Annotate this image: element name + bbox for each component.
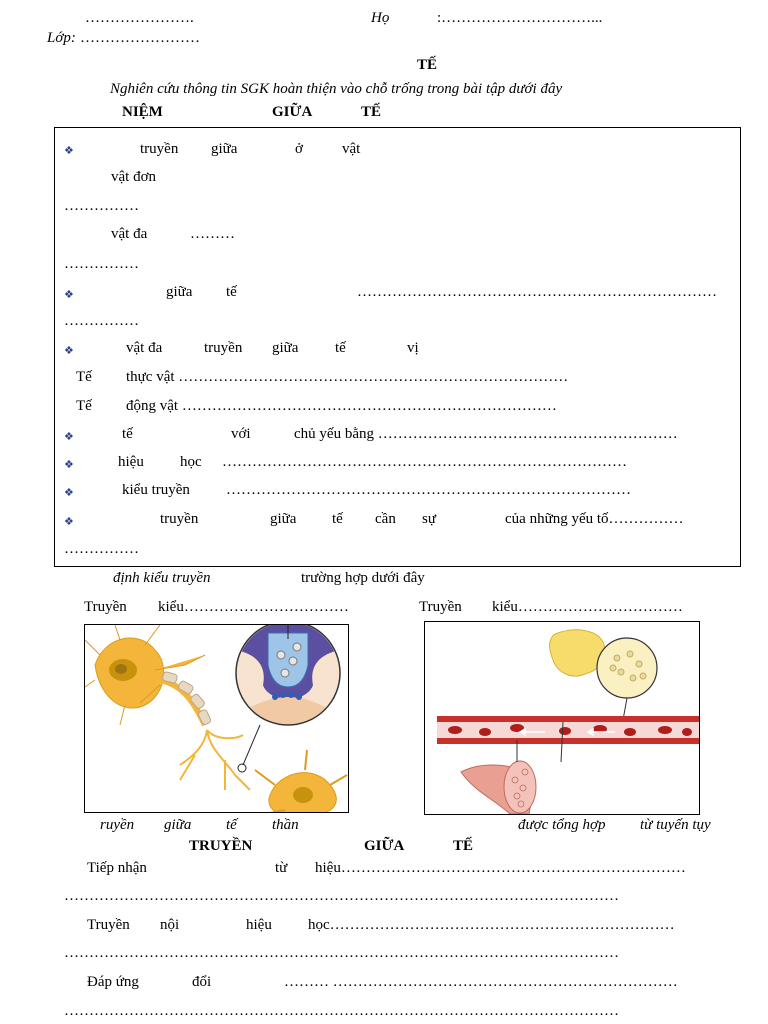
box-r8-a: vật đa [126, 340, 163, 356]
box-r14-b: giữa [270, 511, 297, 527]
section1-word3: TẾ [361, 104, 382, 120]
box-r8-c: giữa [272, 340, 299, 356]
bullet-icon: ❖ [64, 289, 74, 301]
step3-b: đổi [192, 974, 212, 990]
bullet-icon: ❖ [64, 516, 74, 528]
step1-line: ………………………………………………………………………………………………… [64, 888, 619, 904]
bullet-icon: ❖ [64, 345, 74, 357]
box-r6-b: tế [226, 284, 237, 300]
step1-c: hiệu…………………………………………………………… [315, 860, 686, 876]
lop-label: Lớp: [47, 30, 76, 46]
box-r11-a: tế [122, 426, 133, 442]
box-r11-c: chủ yếu bằng …………………………………………………… [294, 426, 678, 442]
section1-word2: GIỮA [272, 104, 313, 120]
box-r4-b: ……… [190, 226, 235, 242]
box-r4-a: vật đa [111, 226, 148, 242]
caption-left-b: giữa [164, 817, 192, 833]
transfer2-b: kiểu…………………………… [492, 599, 683, 615]
box-r1-a: truyền [140, 141, 179, 157]
step3-line: ………………………………………………………………………………………………… [64, 1003, 619, 1019]
caption-right-b: từ tuyến tụy [640, 817, 711, 833]
box-r12-dots: ……………………………………………………………………… [222, 454, 627, 470]
name-dots: …………………. [85, 10, 194, 26]
box-r6-dots: ……………………………………………………………… [357, 284, 717, 300]
ho-dots: :…………………………... [437, 10, 603, 26]
step3-a: Đáp ứng [87, 974, 139, 990]
box-r6-a: giữa [166, 284, 193, 300]
step2-a: Truyền [87, 917, 130, 933]
box-r14-e: sự [422, 511, 436, 527]
bullet-icon: ❖ [64, 459, 74, 471]
box-r3: …………… [64, 198, 139, 214]
task2-b: trường hợp dưới đây [301, 570, 425, 586]
ho-label: Họ [371, 10, 390, 26]
step1-a: Tiếp nhận [87, 860, 147, 876]
box-r13-a: kiểu truyền [122, 482, 190, 498]
box-r14-f: của những yếu tố…………… [505, 511, 684, 527]
box-r14-d: cần [375, 511, 396, 527]
box-r1-c: ở [295, 141, 303, 157]
box-r8-b: truyền [204, 340, 243, 356]
box-r9-a: Tế [76, 369, 92, 385]
transfer2-a: Truyền [419, 599, 462, 615]
transfer1-b: kiểu…………………………… [158, 599, 349, 615]
section2-word3: TẾ [453, 838, 474, 854]
box-r12-b: học [180, 454, 202, 470]
instruction: Nghiên cứu thông tin SGK hoàn thiện vào chỗ trống trong bài tập dưới đây [110, 81, 563, 97]
box-r7: …………… [64, 313, 139, 329]
box-r9-b: thực vật …………………………………………………………………… [126, 369, 569, 385]
box-r1-b: giữa [211, 141, 238, 157]
box-r1-d: vật [342, 141, 361, 157]
caption-right-a: được tổng hợp [518, 817, 606, 833]
box-r8-e: vị [407, 340, 419, 356]
bullet-icon: ❖ [64, 487, 74, 499]
box-r12-a: hiệu [118, 454, 144, 470]
lop-dots: …………………… [80, 30, 200, 46]
box-r14-c: tế [332, 511, 343, 527]
box-r5: …………… [64, 256, 139, 272]
caption-left-a: ruyền [100, 817, 135, 833]
caption-left-d: thần [272, 817, 299, 833]
step3-c: ……… …………………………………………………………… [284, 974, 678, 990]
caption-left-c: tế [226, 817, 237, 833]
box-r11-b: với [231, 426, 251, 442]
box-r14-a: truyền [160, 511, 199, 527]
section1-word1: NIỆM [122, 104, 163, 120]
transfer1-a: Truyền [84, 599, 127, 615]
step2-c: hiệu [246, 917, 272, 933]
box-r10-a: Tế [76, 398, 92, 414]
bullet-icon: ❖ [64, 431, 74, 443]
box-r13-dots: ……………………………………………………………………… [226, 482, 631, 498]
page-title: TẾ [417, 57, 438, 73]
section2-word1: TRUYỀN [189, 838, 253, 854]
step2-b: nội [160, 917, 180, 933]
hormone-transport-image [424, 621, 700, 815]
task2-a: định kiểu truyền [113, 570, 211, 586]
step1-b: từ [275, 860, 288, 876]
section2-word2: GIỮA [364, 838, 405, 854]
box-r10-b: động vật ………………………………………………………………… [126, 398, 557, 414]
step2-line: ………………………………………………………………………………………………… [64, 945, 619, 961]
step2-d: học…………………………………………………………… [308, 917, 675, 933]
bullet-icon: ❖ [64, 145, 74, 157]
box-r15: …………… [64, 541, 139, 557]
neuron-synapse-image [84, 624, 349, 813]
box-r8-d: tế [335, 340, 346, 356]
box-r2: vật đơn [111, 169, 157, 185]
